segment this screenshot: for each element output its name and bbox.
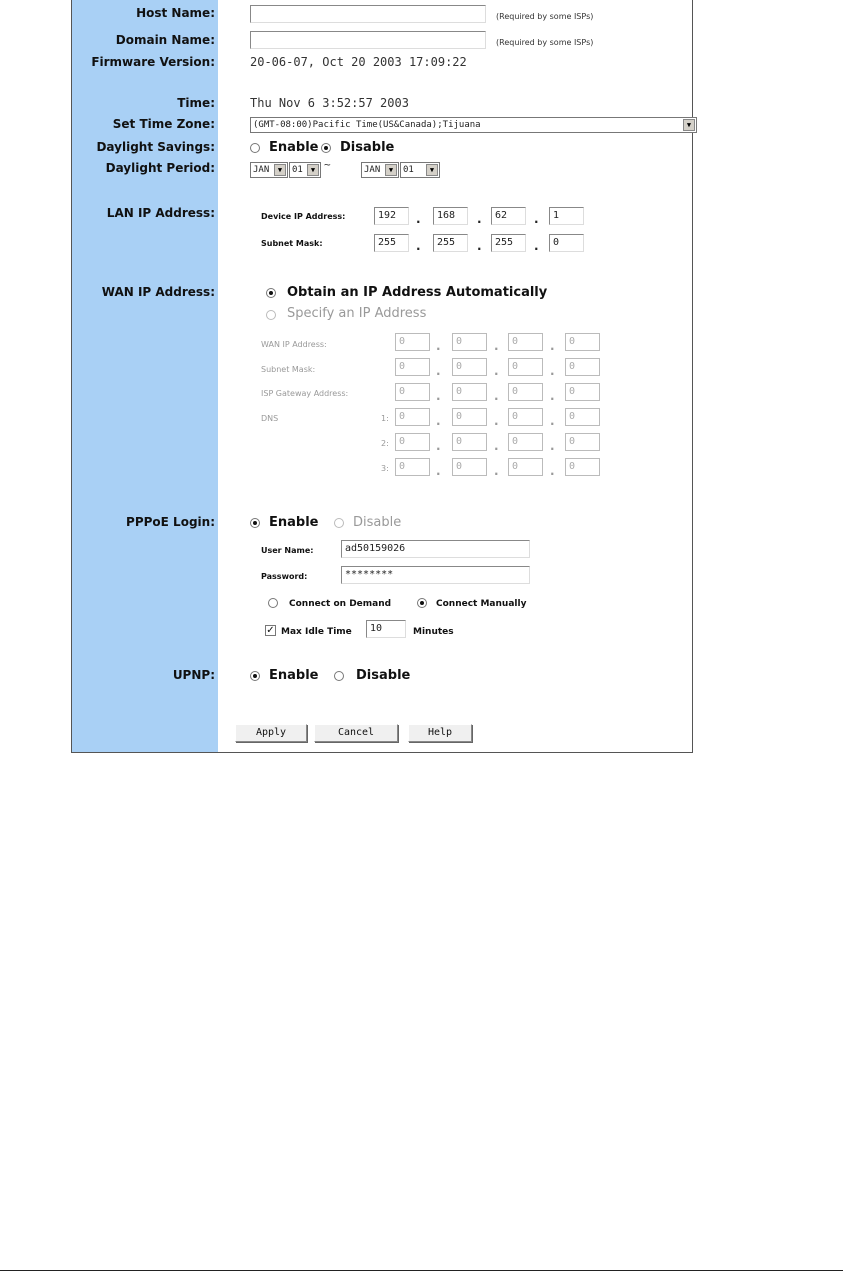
period-separator: ~ bbox=[324, 158, 331, 171]
pppoe-enable-label: Enable bbox=[269, 515, 319, 530]
chevron-down-icon: ▼ bbox=[683, 119, 695, 131]
dns1-octet-1[interactable]: 0 bbox=[395, 408, 430, 426]
password-label: Password: bbox=[261, 572, 308, 581]
checkmark-icon: ✓ bbox=[266, 625, 275, 636]
settings-panel bbox=[71, 0, 693, 753]
wan-gateway-octet-3[interactable]: 0 bbox=[508, 383, 543, 401]
device-ip-octet-3[interactable]: 62 bbox=[491, 207, 526, 225]
time-zone-value: (GMT-08:00)Pacific Time(US&Canada);Tijuana bbox=[253, 120, 481, 130]
daylight-disable-label: Disable bbox=[340, 140, 395, 155]
wan-gateway-label: ISP Gateway Address: bbox=[261, 389, 349, 398]
dot-separator: . bbox=[534, 239, 539, 253]
device-ip-octet-4[interactable]: 1 bbox=[549, 207, 584, 225]
help-button[interactable]: Help bbox=[408, 724, 472, 742]
upnp-enable-radio[interactable] bbox=[250, 671, 260, 681]
wan-mask-octet-4[interactable]: 0 bbox=[565, 358, 600, 376]
firmware-label: Firmware Version: bbox=[91, 55, 215, 69]
daylight-enable-radio[interactable] bbox=[250, 143, 260, 153]
upnp-disable-label: Disable bbox=[356, 668, 411, 683]
dns3-octet-3[interactable]: 0 bbox=[508, 458, 543, 476]
dns1-label: 1: bbox=[381, 414, 389, 423]
dot-separator: . bbox=[550, 364, 555, 378]
pppoe-disable-label: Disable bbox=[353, 515, 402, 530]
upnp-enable-label: Enable bbox=[269, 668, 319, 683]
dns2-octet-3[interactable]: 0 bbox=[508, 433, 543, 451]
pppoe-enable-radio[interactable] bbox=[250, 518, 260, 528]
dns1-octet-3[interactable]: 0 bbox=[508, 408, 543, 426]
daylight-enable-label: Enable bbox=[269, 140, 319, 155]
daylight-period-label: Daylight Period: bbox=[105, 161, 215, 175]
subnet-octet-4[interactable]: 0 bbox=[549, 234, 584, 252]
pppoe-label: PPPoE Login: bbox=[126, 515, 215, 529]
wan-ip-octet-1[interactable]: 0 bbox=[395, 333, 430, 351]
host-name-label: Host Name: bbox=[136, 6, 215, 20]
end-month-select[interactable] bbox=[361, 162, 399, 178]
dot-separator: . bbox=[416, 212, 421, 226]
apply-button[interactable]: Apply bbox=[235, 724, 307, 742]
wan-gateway-octet-2[interactable]: 0 bbox=[452, 383, 487, 401]
dot-separator: . bbox=[436, 439, 441, 453]
dns2-octet-2[interactable]: 0 bbox=[452, 433, 487, 451]
dot-separator: . bbox=[494, 339, 499, 353]
dot-separator: . bbox=[494, 389, 499, 403]
max-idle-input[interactable]: 10 bbox=[366, 620, 406, 638]
wan-mask-octet-1[interactable]: 0 bbox=[395, 358, 430, 376]
connect-manually-label: Connect Manually bbox=[436, 599, 527, 609]
domain-name-note: (Required by some ISPs) bbox=[496, 38, 594, 47]
connect-manually-radio[interactable] bbox=[417, 598, 427, 608]
wan-mask-octet-2[interactable]: 0 bbox=[452, 358, 487, 376]
dot-separator: . bbox=[550, 339, 555, 353]
domain-name-label: Domain Name: bbox=[115, 33, 215, 47]
device-ip-octet-2[interactable]: 168 bbox=[433, 207, 468, 225]
dot-separator: . bbox=[550, 389, 555, 403]
dot-separator: . bbox=[494, 464, 499, 478]
max-idle-unit: Minutes bbox=[413, 627, 454, 637]
device-ip-octet-1[interactable]: 192 bbox=[374, 207, 409, 225]
pppoe-disable-radio[interactable] bbox=[334, 518, 344, 528]
dot-separator: . bbox=[494, 414, 499, 428]
wan-ip-sub-label: WAN IP Address: bbox=[261, 340, 327, 349]
dns2-label: 2: bbox=[381, 439, 389, 448]
subnet-octet-3[interactable]: 255 bbox=[491, 234, 526, 252]
dns3-octet-1[interactable]: 0 bbox=[395, 458, 430, 476]
dot-separator: . bbox=[550, 464, 555, 478]
time-zone-select[interactable] bbox=[250, 117, 697, 133]
wan-ip-label: WAN IP Address: bbox=[101, 285, 215, 299]
wan-obtain-label: Obtain an IP Address Automatically bbox=[287, 285, 548, 300]
wan-gateway-octet-1[interactable]: 0 bbox=[395, 383, 430, 401]
dot-separator: . bbox=[534, 212, 539, 226]
upnp-disable-radio[interactable] bbox=[334, 671, 344, 681]
end-day-value: 01 bbox=[403, 165, 414, 175]
wan-dns-label: DNS bbox=[261, 414, 279, 423]
subnet-octet-1[interactable]: 255 bbox=[374, 234, 409, 252]
max-idle-label: Max Idle Time bbox=[281, 627, 352, 637]
start-day-value: 01 bbox=[292, 165, 303, 175]
dot-separator: . bbox=[550, 414, 555, 428]
dns2-octet-4[interactable]: 0 bbox=[565, 433, 600, 451]
wan-ip-octet-4[interactable]: 0 bbox=[565, 333, 600, 351]
connect-on-demand-radio[interactable] bbox=[268, 598, 278, 608]
end-month-value: JAN bbox=[364, 165, 381, 175]
connect-on-demand-label: Connect on Demand bbox=[289, 599, 392, 609]
wan-specify-radio[interactable] bbox=[266, 310, 276, 320]
chevron-down-icon: ▼ bbox=[426, 164, 438, 176]
wan-ip-octet-2[interactable]: 0 bbox=[452, 333, 487, 351]
host-name-note: (Required by some ISPs) bbox=[496, 12, 594, 21]
dot-separator: . bbox=[494, 439, 499, 453]
wan-gateway-octet-4[interactable]: 0 bbox=[565, 383, 600, 401]
start-month-select[interactable] bbox=[250, 162, 288, 178]
wan-mask-label: Subnet Mask: bbox=[261, 365, 316, 374]
dot-separator: . bbox=[436, 464, 441, 478]
wan-obtain-radio[interactable] bbox=[266, 288, 276, 298]
wan-ip-octet-3[interactable]: 0 bbox=[508, 333, 543, 351]
cancel-button[interactable]: Cancel bbox=[314, 724, 398, 742]
dot-separator: . bbox=[436, 339, 441, 353]
time-zone-label: Set Time Zone: bbox=[112, 117, 215, 131]
dns2-octet-1[interactable]: 0 bbox=[395, 433, 430, 451]
end-day-select[interactable] bbox=[400, 162, 440, 178]
dns1-octet-4[interactable]: 0 bbox=[565, 408, 600, 426]
password-input[interactable]: ******** bbox=[341, 566, 530, 584]
dot-separator: . bbox=[436, 364, 441, 378]
max-idle-checkbox[interactable] bbox=[265, 625, 276, 636]
dns1-octet-2[interactable]: 0 bbox=[452, 408, 487, 426]
dot-separator: . bbox=[477, 239, 482, 253]
subnet-mask-label: Subnet Mask: bbox=[261, 239, 323, 248]
dot-separator: . bbox=[477, 212, 482, 226]
time-label: Time: bbox=[177, 96, 215, 110]
subnet-octet-2[interactable]: 255 bbox=[433, 234, 468, 252]
dns3-octet-2[interactable]: 0 bbox=[452, 458, 487, 476]
dot-separator: . bbox=[436, 389, 441, 403]
host-name-input[interactable] bbox=[250, 5, 486, 23]
domain-name-input[interactable] bbox=[250, 31, 486, 49]
lan-ip-label: LAN IP Address: bbox=[106, 206, 215, 220]
user-name-label: User Name: bbox=[261, 546, 314, 555]
dns3-octet-4[interactable]: 0 bbox=[565, 458, 600, 476]
daylight-disable-radio[interactable] bbox=[321, 143, 331, 153]
dot-separator: . bbox=[550, 439, 555, 453]
wan-specify-label: Specify an IP Address bbox=[287, 306, 427, 321]
time-value: Thu Nov 6 3:52:57 2003 bbox=[250, 96, 409, 110]
upnp-label: UPNP: bbox=[172, 668, 215, 682]
dot-separator: . bbox=[494, 364, 499, 378]
chevron-down-icon: ▼ bbox=[274, 164, 286, 176]
dns3-label: 3: bbox=[381, 464, 389, 473]
wan-mask-octet-3[interactable]: 0 bbox=[508, 358, 543, 376]
device-ip-label: Device IP Address: bbox=[261, 212, 346, 221]
chevron-down-icon: ▼ bbox=[385, 164, 397, 176]
start-month-value: JAN bbox=[253, 165, 270, 175]
dot-separator: . bbox=[416, 239, 421, 253]
user-name-input[interactable]: ad50159026 bbox=[341, 540, 530, 558]
daylight-savings-label: Daylight Savings: bbox=[96, 140, 215, 154]
page-divider bbox=[0, 1270, 843, 1271]
dot-separator: . bbox=[436, 414, 441, 428]
start-day-select[interactable] bbox=[289, 162, 321, 178]
firmware-value: 20-06-07, Oct 20 2003 17:09:22 bbox=[250, 55, 467, 69]
chevron-down-icon: ▼ bbox=[307, 164, 319, 176]
